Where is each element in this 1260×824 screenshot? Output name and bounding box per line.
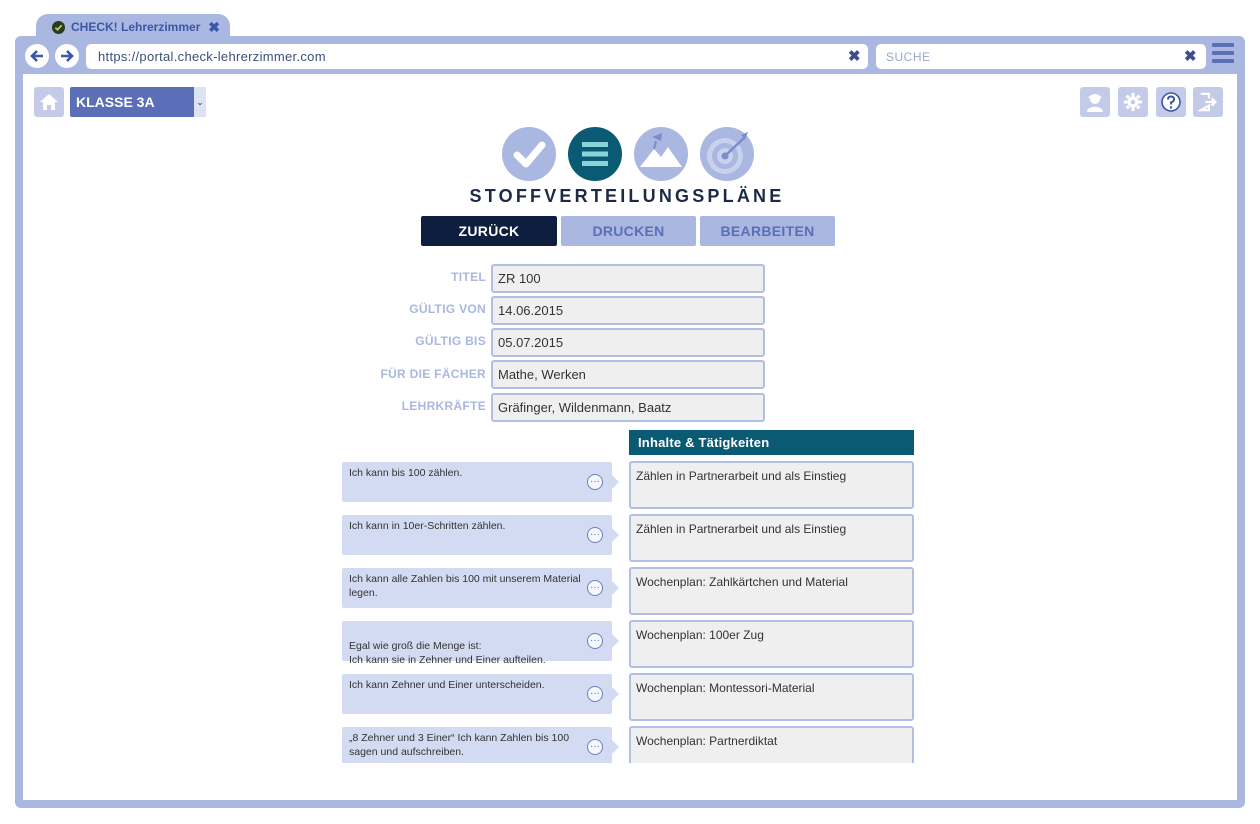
help-icon (1160, 91, 1182, 113)
hamburger-menu-icon[interactable] (1212, 43, 1234, 67)
skill-item[interactable] (342, 462, 612, 502)
connector-arrow-icon (612, 581, 619, 595)
title-field[interactable]: ZR 100 (491, 264, 765, 293)
skill-text: Ich kann alle Zahlen bis 100 mit unserem Material legen. (349, 573, 581, 599)
search-placeholder: SUCHE (886, 49, 931, 64)
mountain-mode-icon[interactable] (634, 127, 688, 181)
clear-url-icon[interactable]: ✖ (848, 48, 861, 65)
activity-field[interactable]: Wochenplan: Montessori-Material (629, 673, 914, 721)
logout-icon (1198, 92, 1218, 112)
skill-text: Ich kann in 10er-Schritten zählen. (349, 520, 506, 532)
more-options-icon[interactable]: ··· (587, 633, 603, 649)
skill-text: Egal wie groß die Menge ist: Ich kann sie in Zehner und Einer aufteilen. (349, 640, 546, 666)
valid-to-field[interactable]: 05.07.2015 (491, 328, 765, 357)
subjects-field[interactable]: Mathe, Werken (491, 360, 765, 389)
teacher-avatar-icon (1084, 91, 1106, 113)
teachers-label: LEHRKRÄFTE (401, 399, 486, 413)
activity-field[interactable]: Wochenplan: Zahlkärtchen und Material (629, 567, 914, 615)
skill-text: Ich kann Zehner und Einer unterscheiden. (349, 679, 545, 691)
connector-arrow-icon (612, 475, 619, 489)
skill-item[interactable] (342, 621, 612, 666)
more-options-icon[interactable]: ··· (587, 739, 603, 755)
search-input[interactable] (876, 44, 1206, 69)
tab-title: CHECK! Lehrerzimmer (71, 20, 201, 34)
help-button[interactable] (1156, 87, 1186, 117)
logout-button[interactable] (1193, 87, 1223, 117)
home-icon (39, 92, 59, 112)
more-options-icon[interactable]: ··· (587, 580, 603, 596)
tab-close-icon[interactable]: ✖ (208, 19, 220, 35)
clear-search-icon[interactable]: ✖ (1184, 48, 1197, 65)
target-mode-icon[interactable] (700, 127, 754, 181)
plan-list (330, 455, 930, 763)
forward-nav-button[interactable] (55, 44, 79, 68)
activity-field[interactable]: Wochenplan: Partnerdiktat (629, 726, 914, 763)
home-button[interactable] (34, 87, 64, 117)
back-nav-button[interactable] (25, 44, 49, 68)
connector-arrow-icon (612, 687, 619, 701)
activity-field[interactable]: Zählen in Partnerarbeit und als Einstieg (629, 514, 914, 562)
more-options-icon[interactable]: ··· (587, 527, 603, 543)
check-logo-icon (52, 21, 65, 34)
settings-button[interactable] (1118, 87, 1148, 117)
connector-arrow-icon (612, 528, 619, 542)
skill-item[interactable] (342, 568, 612, 608)
content-activities-header: Inhalte & Tätigkeiten (629, 430, 914, 455)
class-select-value: KLASSE 3A (76, 94, 155, 110)
arrow-right-icon (59, 48, 75, 64)
url-bar[interactable] (86, 44, 868, 69)
skill-text: „8 Zehner und 3 Einer“ Ich kann Zahlen bis 100 sagen und aufschreiben. (349, 732, 570, 758)
edit-button[interactable]: BEARBEITEN (700, 216, 835, 246)
activity-field[interactable]: Zählen in Partnerarbeit und als Einstieg (629, 461, 914, 509)
connector-arrow-icon (612, 740, 619, 754)
chevron-down-icon: ⌄ (194, 87, 206, 117)
user-profile-button[interactable] (1080, 87, 1110, 117)
title-label: TITEL (451, 270, 486, 284)
list-mode-icon[interactable] (568, 127, 622, 181)
skill-text: Ich kann bis 100 zählen. (349, 467, 463, 479)
activity-field[interactable]: Wochenplan: 100er Zug (629, 620, 914, 668)
more-options-icon[interactable]: ··· (587, 686, 603, 702)
page-title: STOFFVERTEILUNGSPLÄNE (469, 186, 785, 206)
class-select[interactable] (70, 87, 206, 117)
gear-icon (1123, 92, 1143, 112)
skill-item[interactable] (342, 727, 612, 763)
print-button[interactable]: DRUCKEN (561, 216, 696, 246)
valid-from-field[interactable]: 14.06.2015 (491, 296, 765, 325)
teachers-field[interactable]: Gräfinger, Wildenmann, Baatz (491, 393, 765, 422)
back-button[interactable]: ZURÜCK (421, 216, 557, 246)
check-mode-icon[interactable] (502, 127, 556, 181)
connector-arrow-icon (612, 634, 619, 648)
skill-item[interactable] (342, 674, 612, 714)
valid-from-label: GÜLTIG VON (409, 302, 486, 316)
url-text: https://portal.check-lehrerzimmer.com (98, 49, 326, 64)
subjects-label: FÜR DIE FÄCHER (380, 367, 486, 381)
skill-item[interactable] (342, 515, 612, 555)
more-options-icon[interactable]: ··· (587, 474, 603, 490)
arrow-left-icon (29, 48, 45, 64)
valid-to-label: GÜLTIG BIS (415, 334, 486, 348)
